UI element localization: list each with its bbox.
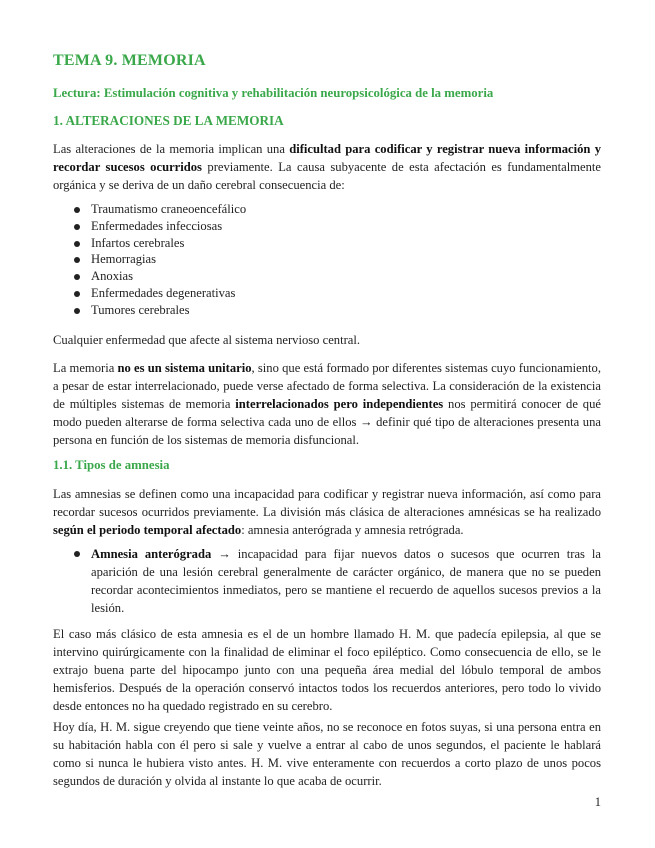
p3-text-a: La memoria xyxy=(53,361,118,375)
hm-today-paragraph: Hoy día, H. M. sigue creyendo que tiene veinte años, no se reconoce en fotos suyas, si una persona entra en su habitación habla con él pero si sale y vuelve a entrar al cabo de unos segundos, el paciente le hablará como si nunca le hubiera visto antes. H. M. vive enteramente con recuerdos a corto plazo de unos pocos segundos de duración y olvida al instante lo que acaba de ocurrir. xyxy=(53,720,601,788)
p4-text-c: : amnesia anterógrada y amnesia retrógrada. xyxy=(241,523,464,537)
list-item: Anoxias xyxy=(53,268,601,285)
list-item: Infartos cerebrales xyxy=(53,235,601,252)
list-item: Enfermedades infecciosas xyxy=(53,218,601,235)
intro-text-a: Las alteraciones de la memoria implican una xyxy=(53,142,290,156)
intro-text-c: previamente. La causa subyacente de esta afectación es fundamentalmente orgánica y se deriva de un daño cerebral consecuencia de: xyxy=(53,160,601,192)
lectura-heading: Lectura: Estimulación cognitiva y rehabilitación neuropsicológica de la memoria xyxy=(53,86,494,100)
list-item: Traumatismo craneoencefálico xyxy=(53,201,601,218)
causes-list xyxy=(53,201,601,319)
list-item: Tumores cerebrales xyxy=(53,302,601,319)
memory-systems-paragraph xyxy=(53,359,601,449)
list-item xyxy=(53,545,601,617)
section-heading: 1. ALTERACIONES DE LA MEMORIA xyxy=(53,113,284,128)
intro-bold: dificultad para codificar y registrar nueva información y recordar sucesos ocurridos xyxy=(53,142,602,174)
p4-bold-b: según el periodo temporal afectado xyxy=(53,523,242,537)
p3-bold-d: interrelacionados pero independientes xyxy=(235,397,444,411)
p3-bold-b: no es un sistema unitario xyxy=(117,361,252,375)
amnesia-description: → incapacidad para fijar nuevos datos o sucesos que ocurren tras la aparición de una lesión cerebral generalmente de carácter orgánico, de manera que no se pueden recordar acontecimientos inmediatos, pero se mantiene el recuerdo de aquellos sucesos previos a la lesión. xyxy=(91,547,601,615)
p4-text-a: Las amnesias se definen como una incapacidad para codificar y registrar nueva información, así como para recordar sucesos ocurridos previamente. La división más clásica de alteraciones amnésicas se ha realizado xyxy=(53,487,601,519)
page-number: 1 xyxy=(594,795,601,809)
p3-text-e: nos permitirá conocer de qué modo pueden alterarse de forma selectiva cada uno de ellos → definir qué tipo de alteraciones presenta una persona en función de los sistemas de memoria disfuncional. xyxy=(53,397,601,447)
subsection-heading: 1.1. Tipos de amnesia xyxy=(53,458,170,472)
page-title: TEMA 9. MEMORIA xyxy=(53,52,206,69)
cns-paragraph: Cualquier enfermedad que afecte al sistema nervioso central. xyxy=(53,333,361,347)
amnesia-definition-paragraph xyxy=(53,485,601,539)
amnesia-term: Amnesia anterógrada xyxy=(91,547,212,561)
p3-text-c: , sino que está formado por diferentes sistemas cuyo funcionamiento, a pesar de estar interrelacionado, puede verse afectado de forma selectiva. La consideración de la existencia de múltiples sistemas de memoria xyxy=(53,361,601,411)
amnesia-list xyxy=(53,545,601,617)
list-item: Hemorragias xyxy=(53,251,601,268)
hm-case-paragraph: El caso más clásico de esta amnesia es el de un hombre llamado H. M. que padecía epilepsia, al que se intervino quirúrgicamente con la finalidad de eliminar el foco epiléptico. Como consecuencia de ello, se le extrajo buena parte del hipocampo junto con una pequeña área medial del lóbulo temporal de ambos hemisferios. Después de la operación conservó intactos todos los recuerdos anteriores, pero todo lo vivido desde entonces no ha quedado registrado en su cerebro. xyxy=(53,627,601,713)
list-item: Enfermedades degenerativas xyxy=(53,285,601,302)
intro-paragraph xyxy=(53,140,601,194)
